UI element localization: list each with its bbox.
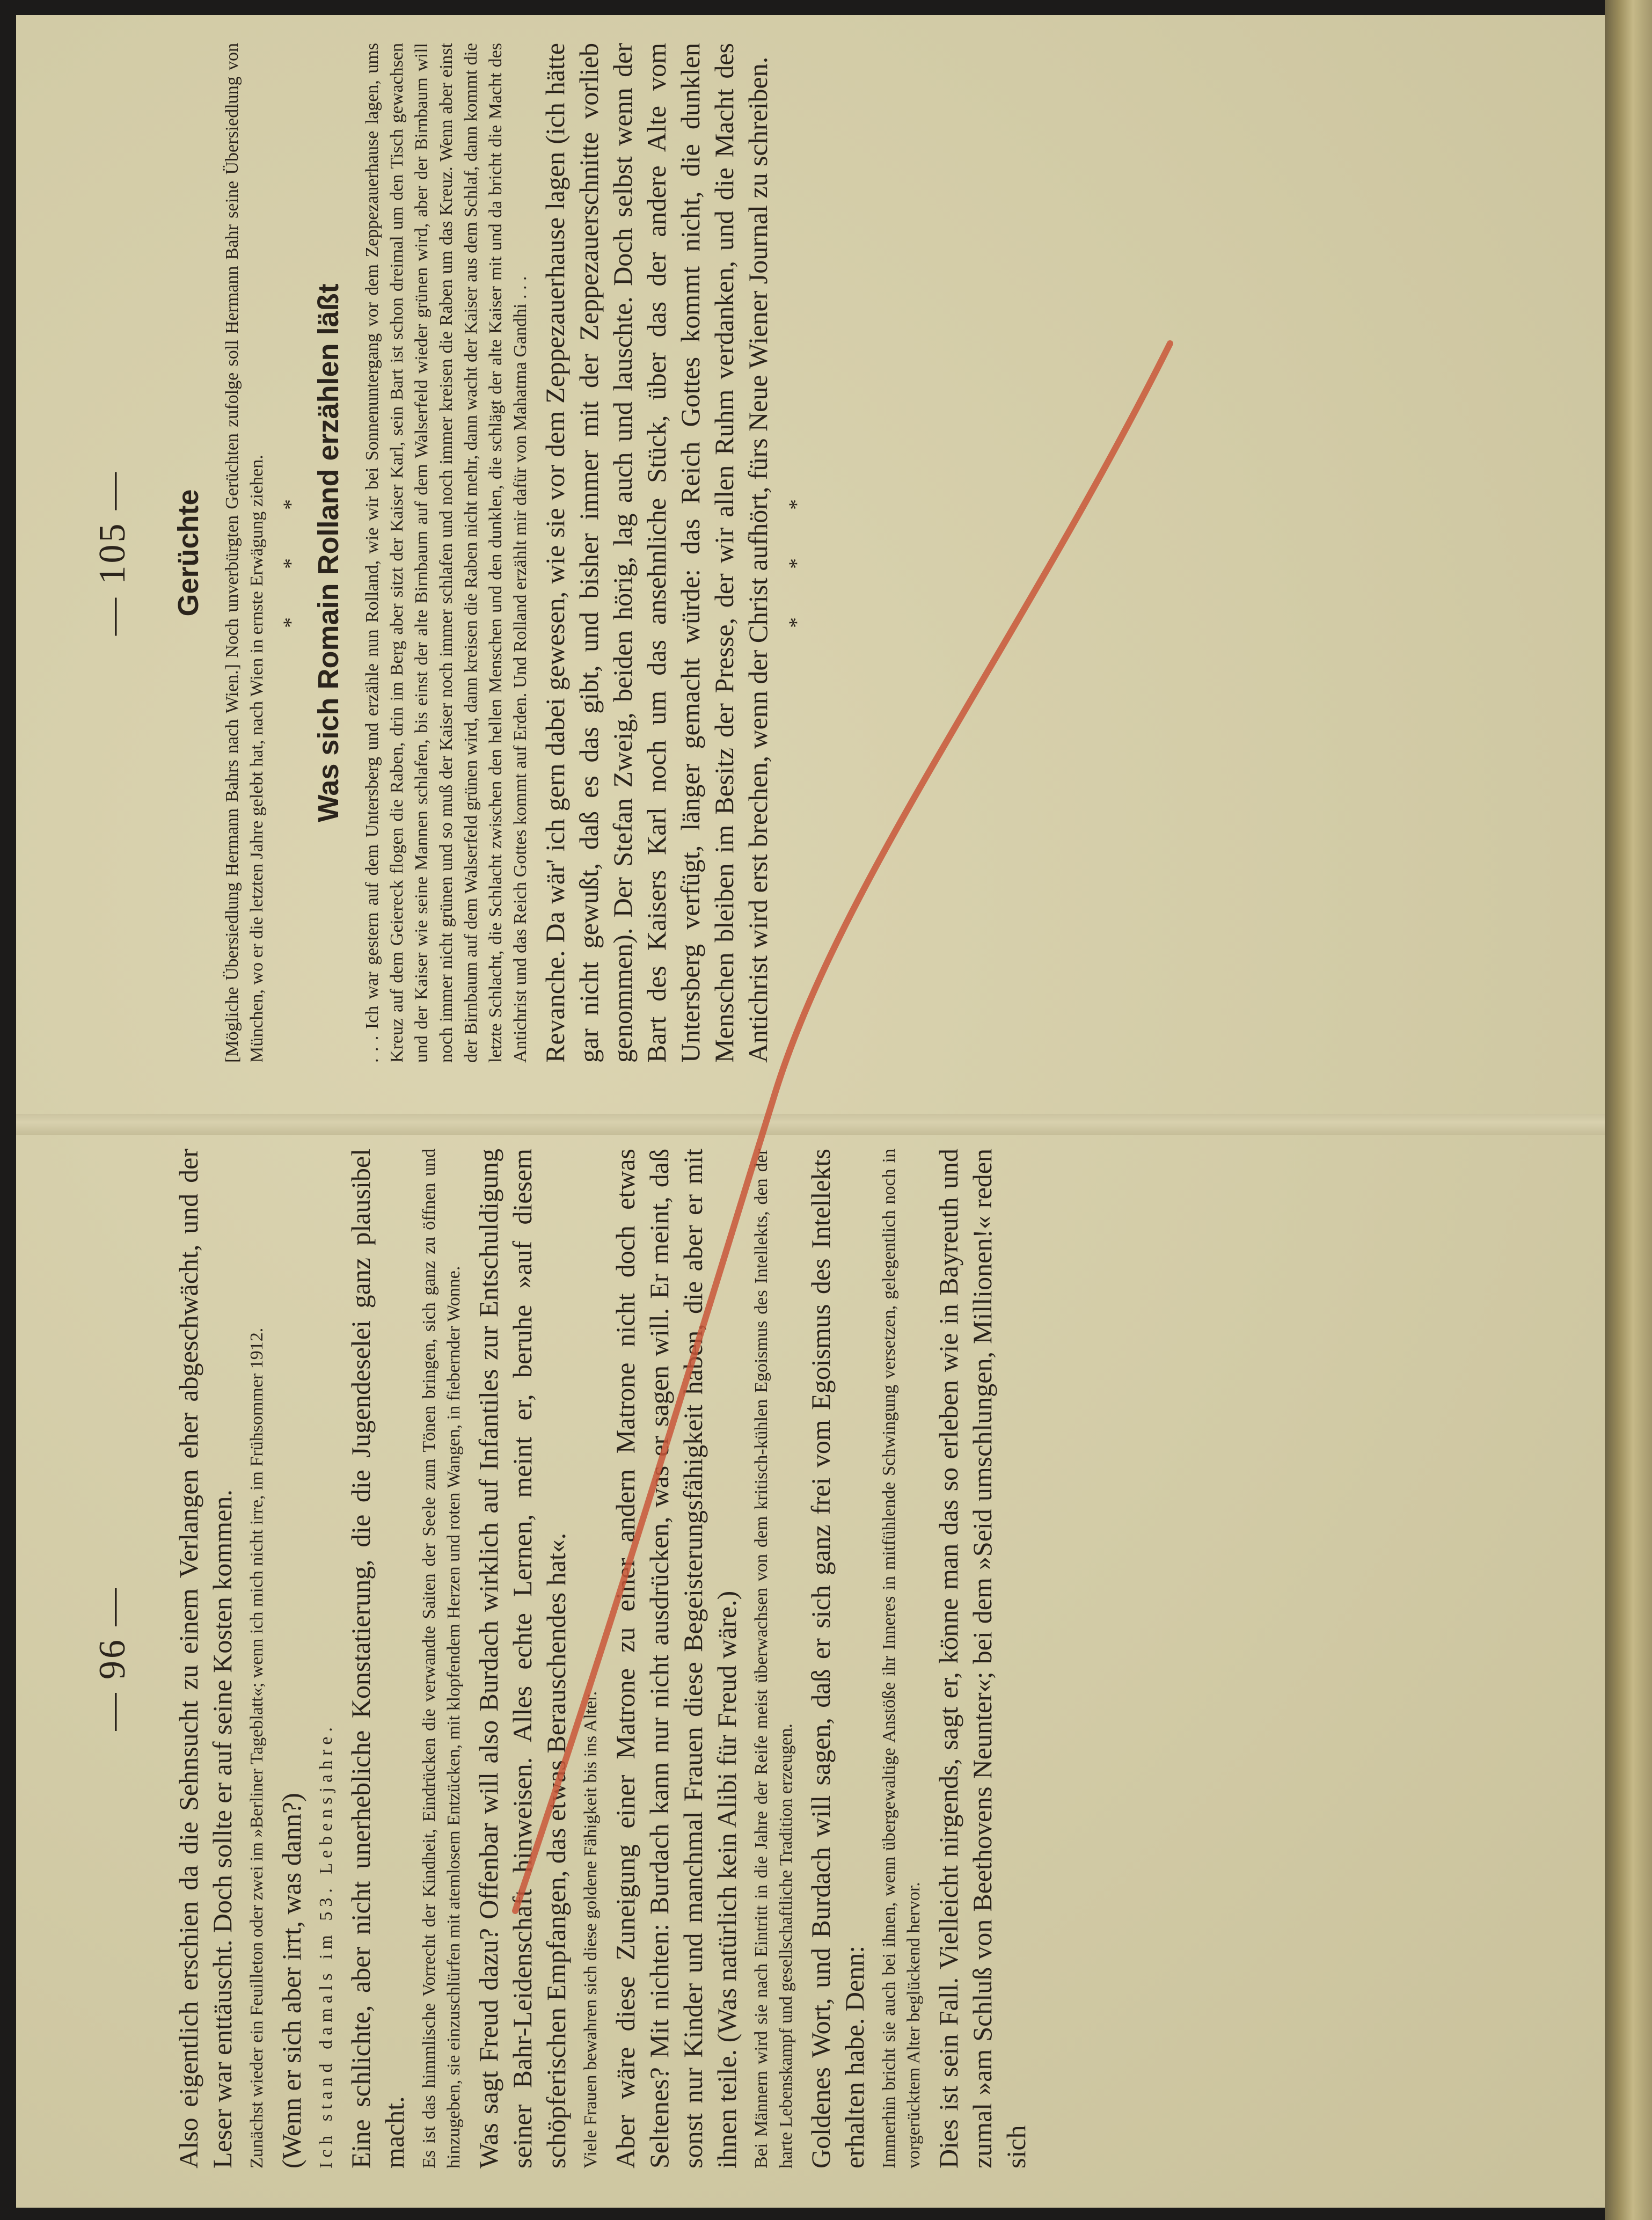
paragraph: Bei Männern wird sie nach Eintritt in die Jahre der Reife meist überwachsen von dem kritisch-kühlen Egoismus des Intellekts, den der harte Lebenskampf und gesellschaftliche Tradition erzeugen. — [751, 1149, 796, 2168]
paragraph: Aber wäre diese Zuneigung einer Matrone zu einer andern Matrone nicht doch etwas Seltenes? Mit nichten: Burdach kann nur nicht ausdrücken, was er sagen will. Er meint, daß sonst nur Kinder und manchmal Frauen diese Begeisterungsfähigkeit haben, die aber er mit ihnen teile. (Was natürlich kein Alibi für Freud wäre.) — [610, 1149, 742, 2168]
section-heading: Gerüchte — [172, 489, 204, 617]
paragraph: Also eigentlich erschien da die Sehnsucht zu einem Verlangen eher abgeschwächt, und der Leser war enttäuscht. Doch sollte er auf seine Kosten kommen. — [173, 1149, 237, 2168]
separator-stars: * * * — [279, 478, 303, 628]
paragraph: [Mögliche Übersiedlung Hermann Bahrs nach Wien.] Noch unverbürgten Gerüchten zufolge soll Hermann Bahr seine Übersiedlung von München, wo er die letzten Jahre gelebt hat, nach Wien in ernste Erwägung ziehen. — [222, 43, 267, 1063]
paragraph: Viele Frauen bewahren sich diese goldene Fähigkeit bis ins Alter. — [581, 1691, 601, 2168]
paragraph: Dies ist sein Fall. Vielleicht nirgends, sagt er, könne man das so erleben wie in Bayreuth und zumal »am Schluß von Beethovens Neunter«; bei dem »Seid umschlungen, Millionen!« reden sich — [933, 1149, 1031, 2168]
page-fold — [16, 1114, 1629, 1135]
paragraph: Immerhin bricht sie auch bei ihnen, wenn übergewaltige Anstöße ihr Inneres in mitfühlende Schwingung versetzen, gelegentlich noch in vorgerücktem Alter beglückend hervor. — [879, 1149, 924, 2168]
column-text — [172, 43, 817, 1063]
page-number: — 105 — — [92, 470, 133, 636]
paragraph: Was sagt Freud dazu? Offenbar will also Burdach wirklich auf Infantiles zur Entschuldigung seiner Bahr-Leidenschaft hinweisen. Alles echte Lernen, meint er, beruhe »auf diesem schöpferischen Empfangen, das etwas Berauschendes hat«. — [473, 1149, 571, 2168]
page-96 — [70, 1149, 1605, 2168]
paragraph: . . . Ich war gestern auf dem Untersberg und erzähle nun Rolland, wie wir bei Sonnenuntergang vor dem Zeppezauerhause lagen, ums Kreuz auf dem Geiereck flogen die Raben, drin im Berg aber sitzt der Kaiser Karl, sein Bart ist schon dreimal um den Tisch gewachsen und der Kaiser wie seine Mannen schlafen, bis einst der alte Birnbaum auf dem Walserfeld wieder grünen wird, aber der Birnbaum will noch immer nicht grünen und so muß der Kaiser noch immer schlafen und noch immer kreisen die Raben um das Kreuz. Wenn aber einst der Birnbaum auf dem Walserfeld grünen wird, dann kreisen die Raben nicht mehr, dann wacht der Kaiser aus dem Schlaf, dann kommt die letzte Schlacht, die Schlacht zwischen den hellen Menschen und den dunklen, die schlägt der alte Kaiser mit und da bricht die Macht des Antichrist und das Reich Gottes kommt auf Erden. Und Rolland erzählt mir dafür von Mahatma Gandhi . . . — [362, 43, 530, 1063]
column-text — [172, 1149, 1039, 2168]
paragraph: Zunächst wieder ein Feuilleton oder zwei im »Berliner Tageblatt«; wenn ich mich nicht irre, im Frühsommer 1912. — [247, 1327, 267, 2168]
page-number: — 96 — — [92, 1586, 133, 1731]
paragraph: (Wenn er sich aber irrt, was dann?) — [276, 1793, 306, 2168]
binding-edge — [1605, 0, 1652, 2220]
paragraph: Es ist das himmlische Vorrecht der Kindheit, Eindrücken die verwandte Saiten der Seele zum Tönen bringen, sich ganz zu öffnen und hinzugeben, sie einzuschlürfen mit atemlosem Entzücken, mit klopfendem Herzen und roten Wangen, in fiebernder Wonne. — [419, 1149, 464, 2168]
page-105 — [70, 43, 1605, 1063]
paragraph: Goldenes Wort, und Burdach will sagen, daß er sich ganz frei vom Egoismus des Intellekts erhalten habe. Denn: — [806, 1149, 869, 2168]
section-heading: Was sich Romain Rolland erzählen läßt — [312, 283, 345, 822]
paragraph: Eine schlichte, aber nicht unerhebliche Konstatierung, die die Jugendeselei ganz plausibel macht. — [346, 1149, 410, 2168]
separator-stars: * * * — [784, 478, 808, 628]
paragraph: Ich stand damals im 53. Lebensjahre. — [316, 1722, 336, 2168]
paragraph: Revanche. Da wär' ich gern dabei gewesen, wie sie vor dem Zeppezauerhause lagen (ich hätte gar nicht gewußt, daß es das gibt, und bisher immer mit der Zeppezauerschnitte vorlieb genommen). Der Stefan Zweig, beiden hörig, lag auch und lauschte. Doch selbst wenn der Bart des Kaisers Karl noch um das ansehnliche Stück, über das der andere Alte vom Untersberg verfügt, länger gemacht würde: das Reich Gottes kommt nicht, die dunklen Menschen bleiben im Besitz der Presse, der wir allen Ruhm verdanken, und die Macht des Antichrist wird erst brechen, wenn der Christ aufhört, fürs Neue Wiener Journal zu schreiben. — [540, 43, 773, 1063]
